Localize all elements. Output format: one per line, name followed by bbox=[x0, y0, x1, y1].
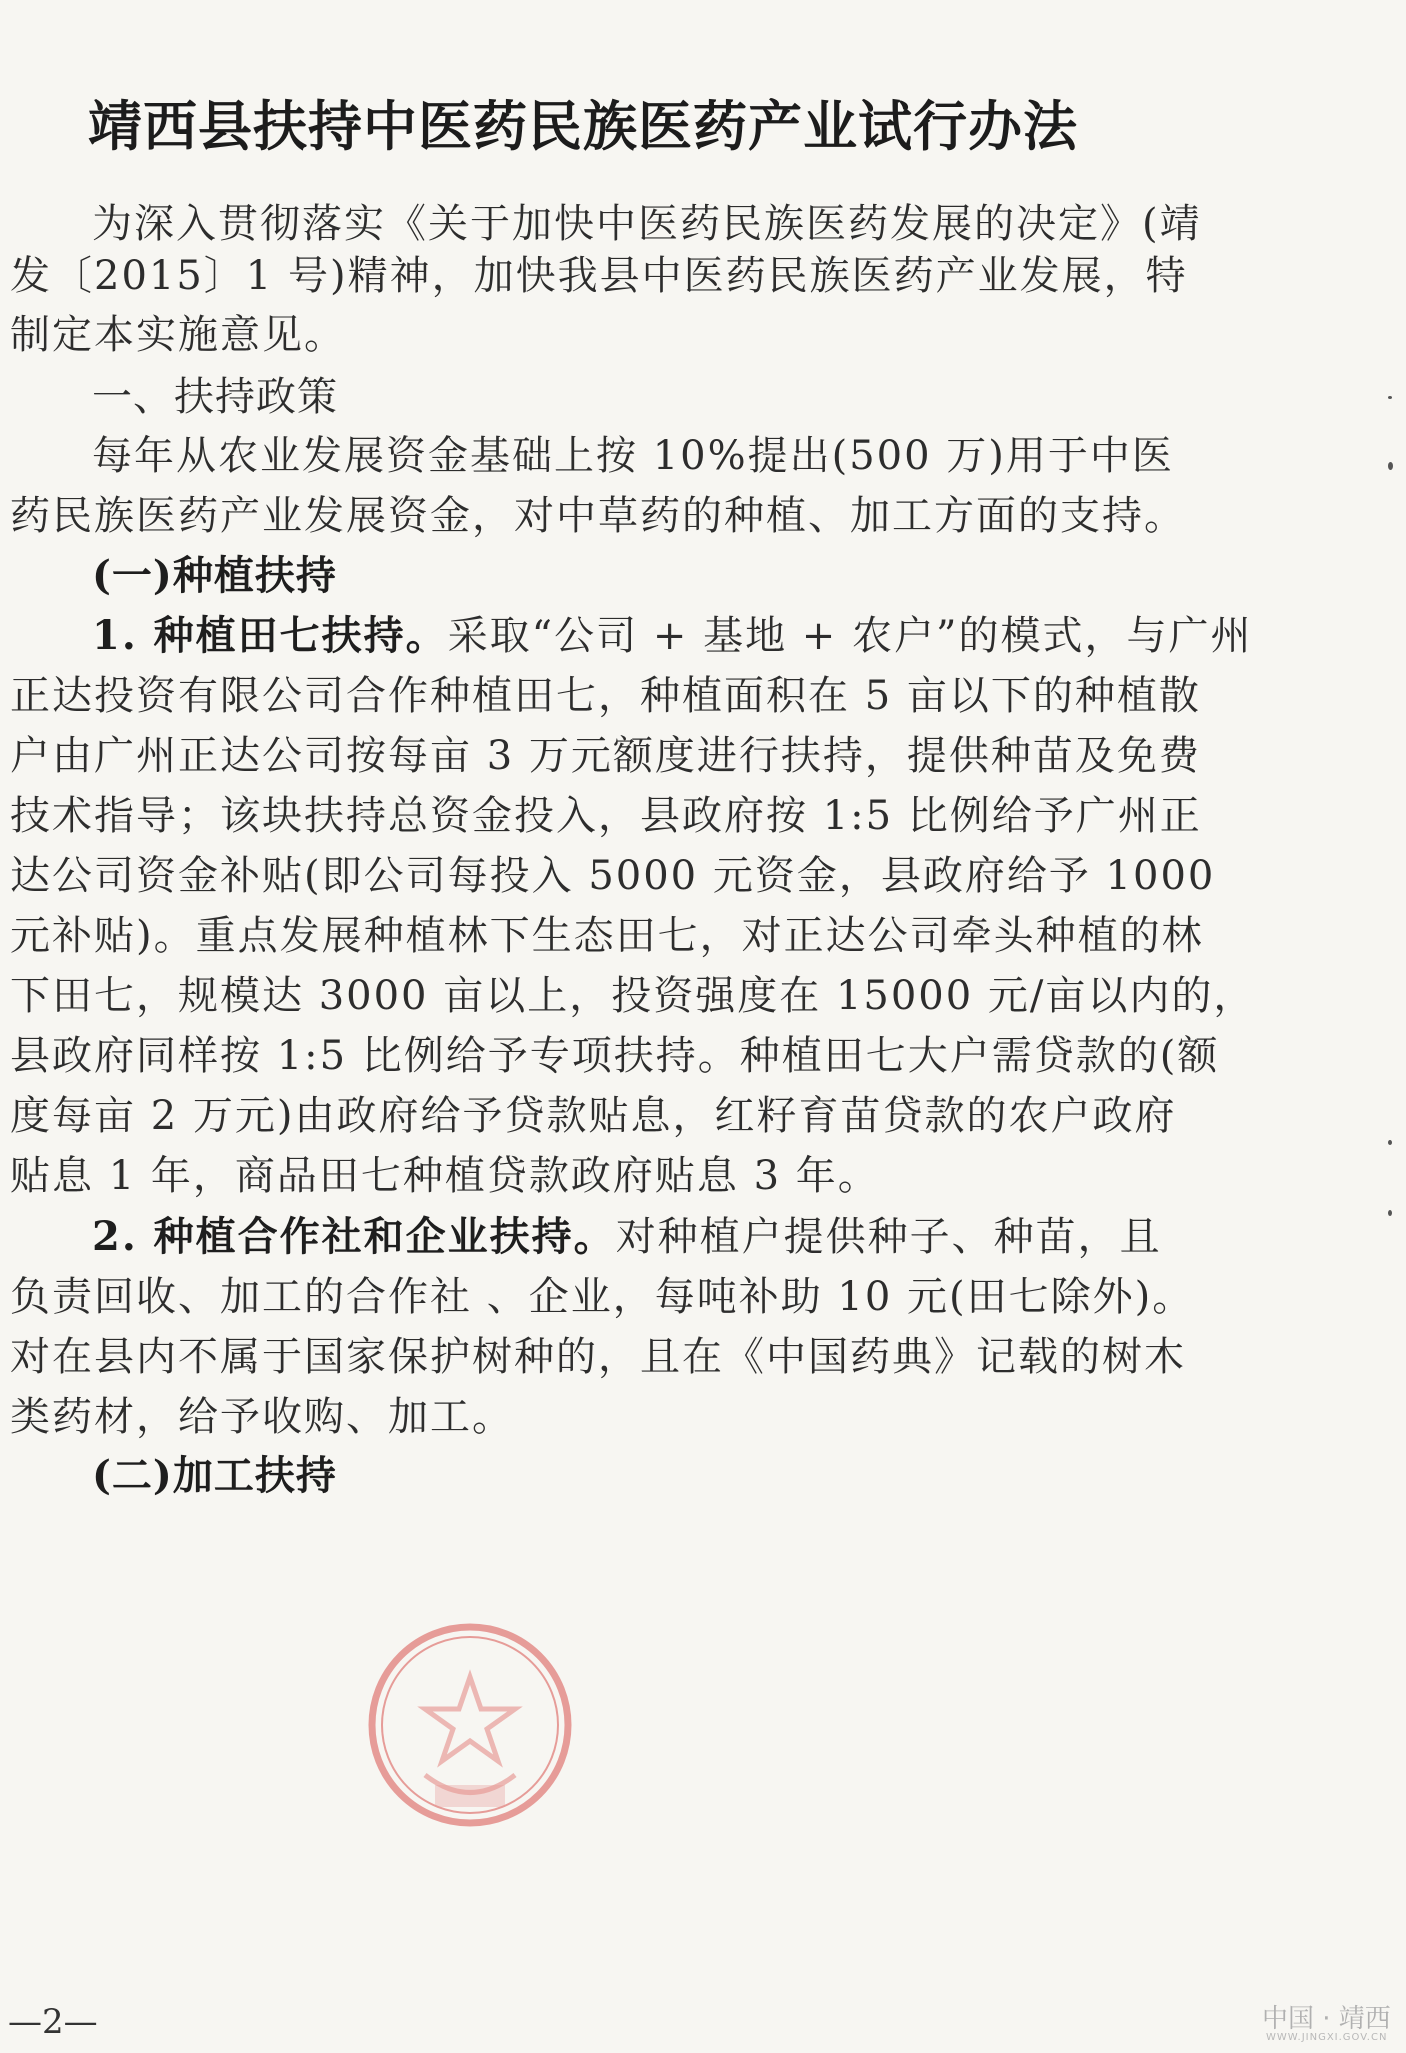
section-heading: 一、扶持政策 bbox=[92, 374, 338, 420]
item-text: 对种植户提供种子、种苗，且 bbox=[615, 1214, 1162, 1260]
paragraph-line: 每年从农业发展资金基础上按 10%提出(500 万)用于中医 bbox=[92, 433, 1174, 479]
paragraph-line bbox=[92, 1213, 1322, 1261]
paragraph-line: 制定本实施意见。 bbox=[10, 312, 346, 358]
paragraph-line bbox=[92, 612, 1322, 660]
subsection-heading: (二)加工扶持 bbox=[92, 1452, 337, 1499]
paragraph-line: 类药材，给予收购、加工。 bbox=[10, 1394, 514, 1440]
subsection-heading: (一)种植扶持 bbox=[92, 552, 337, 599]
paragraph-line: 负责回收、加工的合作社 、企业，每吨补助 10 元(田七除外)。 bbox=[10, 1274, 1195, 1320]
item-text: 采取“公司 + 基地 + 农户”的模式，与广州 bbox=[447, 613, 1253, 659]
paragraph-line: 正达投资有限公司合作种植田七，种植面积在 5 亩以下的种植散 bbox=[10, 673, 1201, 719]
paragraph-line: 为深入贯彻落实《关于加快中医药民族医药发展的决定》(靖 bbox=[92, 201, 1202, 247]
paragraph-line: 达公司资金补贴(即公司每投入 5000 元资金，县政府给予 1000 bbox=[10, 853, 1216, 899]
scan-speck bbox=[1388, 462, 1393, 470]
document-title: 靖西县扶持中医药民族医药产业试行办法 bbox=[88, 94, 1078, 158]
paragraph-line: 技术指导；该块扶持总资金投入，县政府按 1:5 比例给予广州正 bbox=[10, 793, 1202, 839]
paragraph-line: 发〔2015〕1 号)精神，加快我县中医药民族医药产业发展，特 bbox=[10, 253, 1188, 299]
site-watermark: 中国 · 靖西 bbox=[1262, 2004, 1391, 2034]
paragraph-line: 下田七，规模达 3000 亩以上，投资强度在 15000 元/亩以内的， bbox=[10, 973, 1256, 1019]
paragraph-line: 元补贴)。重点发展种植林下生态田七，对正达公司牵头种植的林 bbox=[10, 913, 1204, 959]
paragraph-line: 药民族医药产业发展资金，对中草药的种植、加工方面的支持。 bbox=[10, 493, 1186, 539]
official-seal bbox=[365, 1585, 575, 1875]
item-heading: 2. 种植合作社和企业扶持。 bbox=[92, 1213, 616, 1260]
paragraph-line: 县政府同样按 1:5 比例给予专项扶持。种植田七大户需贷款的(额 bbox=[10, 1033, 1220, 1079]
page-number: —2— bbox=[8, 2002, 98, 2042]
scan-speck bbox=[1388, 396, 1392, 399]
paragraph-line: 对在县内不属于国家保护树种的，且在《中国药典》记载的树木 bbox=[10, 1334, 1186, 1380]
scan-speck bbox=[1388, 1210, 1392, 1216]
scan-speck bbox=[1388, 1140, 1392, 1145]
site-watermark-url: WWW.JINGXI.GOV.CN bbox=[1266, 2032, 1388, 2043]
paragraph-line: 贴息 1 年，商品田七种植贷款政府贴息 3 年。 bbox=[10, 1153, 880, 1199]
paragraph-line: 度每亩 2 万元)由政府给予贷款贴息，红籽育苗贷款的农户政府 bbox=[10, 1093, 1177, 1139]
paragraph-line: 户由广州正达公司按每亩 3 万元额度进行扶持，提供种苗及免费 bbox=[10, 733, 1201, 779]
item-heading: 1. 种植田七扶持。 bbox=[92, 612, 448, 659]
